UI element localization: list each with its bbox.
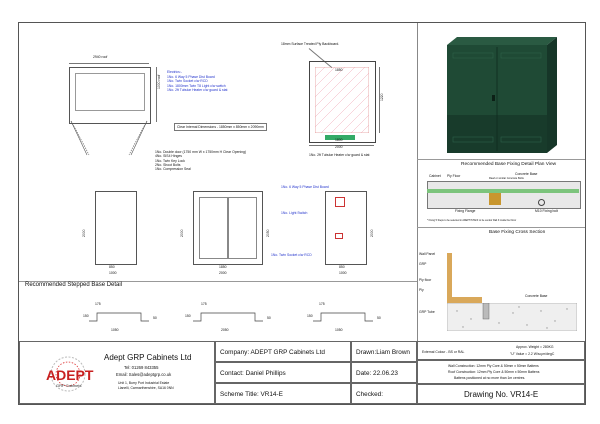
section-height: 1220 [380, 93, 384, 101]
step-top-dim: 175 [319, 302, 325, 306]
electrics-list [167, 70, 228, 93]
adept-logo [42, 356, 94, 394]
section-label: Wall Panel [419, 252, 436, 256]
side-outer-width: 1000 [109, 271, 117, 275]
heater-note: 1No. 2ft Tubular Heater c/w guard & stat [309, 153, 370, 157]
u-value: "U" Value = 2.2 W/sq.m/degC [510, 352, 555, 356]
door-swing-arcs [69, 119, 149, 159]
fixing-label: Rawl or similar Concrete Bolts [489, 177, 524, 180]
step-profile [313, 311, 373, 323]
fixing-flange [489, 193, 501, 205]
side-inner-width: 850 [109, 265, 115, 269]
company-cell [19, 341, 215, 404]
concrete-hatch [447, 303, 577, 331]
plan-inner [75, 73, 145, 111]
electrics-item: 1No. 1800mm Twin T8 Light c/w switch [167, 83, 226, 88]
front-inner-width: 1850 [219, 265, 227, 269]
clear-dims-text: Clear Internal Dimensions - 1850mm x 850mm x 2090mm [177, 125, 264, 129]
checked-field-text: Checked: [356, 391, 383, 398]
fixing-note: * Fixing 5 Steps to be selected in ADEPT/STAFF to be vendor Rail 3 inside the Floor [427, 219, 517, 222]
date-field [351, 362, 417, 383]
company-tel: Tel: 01269 843355 [124, 365, 159, 370]
door-note: 1No. Double door (1750 mm W x 1750mm H Clear Opening) [155, 150, 247, 154]
spec-cell [417, 341, 585, 360]
electrics-item: 1No. 6 Way 5 Phase Dist Board [167, 74, 215, 79]
company-field-text: Company: ADEPT GRP Cabinets Ltd [220, 349, 325, 356]
step-right-dim: 50 [267, 316, 271, 320]
step-profile [193, 311, 263, 323]
base-fixing-title: Recommended Base Fixing Detail Plan View [461, 162, 557, 167]
section-total-width: 2000 [335, 145, 343, 149]
backboard-hatch [315, 67, 369, 133]
right-door-leaf [227, 197, 257, 259]
section-label: Concrete Base [525, 294, 548, 298]
drawn-field [351, 341, 417, 362]
section-label: Ply [419, 288, 424, 292]
twin-socket-label: 1No. Twin Socket c/w RCD [271, 253, 312, 257]
step-profile [89, 311, 149, 323]
external-colour: External Colour - BS or RAL [422, 350, 465, 354]
fixing-label: Ply Floor [447, 174, 461, 178]
electrics-title: Electrics:- [167, 70, 182, 74]
section-label: GRP [419, 262, 427, 266]
left-door-leaf [199, 197, 229, 259]
ply-floor [427, 189, 579, 193]
contact-field [215, 362, 351, 383]
step-top-dim: 175 [95, 302, 101, 306]
cross-section-title: Base Fixing Cross Section [489, 230, 546, 235]
concrete-base [427, 181, 581, 209]
date-field-text: Date: 22.06.23 [356, 370, 398, 377]
drawn-field-text: Drawn:Liam Brown [356, 349, 410, 356]
construction-line: Battens positioned at no more than 1m centres. [454, 376, 526, 380]
dist-board-mark [335, 197, 345, 207]
dist-board-label: 1No. 6 Way 5 Phase Dist Board [281, 185, 329, 189]
front-outer-width: 2000 [219, 271, 227, 275]
door-note: 4No. SIS4 Hinges [155, 154, 182, 159]
side-elevation-outline [95, 191, 137, 265]
electrics-item: 1No. 2ft Tubular Heater c/w guard & stat [167, 88, 228, 93]
construction-cell [417, 360, 585, 384]
section-outer-width: 1800 [335, 138, 343, 142]
fixing-label: M10 Fixing bolt [535, 209, 558, 213]
company-name: Adept GRP Cabinets Ltd [104, 353, 192, 362]
logo-wordmark: ADEPT [46, 367, 94, 383]
side-height: 2000 [82, 229, 86, 237]
approx-weight: Approx. Weight = 280KG [516, 345, 554, 349]
backboard-note: 18mm Surface Treated Ply Backboard. [281, 42, 340, 46]
fixing-bolt [538, 199, 545, 206]
plan-width-dim: 2940 roof [93, 55, 108, 59]
light-switch-label: 1No. Light Switch [281, 211, 308, 215]
step-width-dim: 2050 [221, 328, 229, 332]
construction-line: Roof Construction: 12mm Ply Core & 50mm x 50mm Battens [448, 370, 540, 374]
section-label: Ply floor [419, 278, 432, 282]
company-address: Unit 1, Burry Port Industrial Estate [118, 381, 170, 385]
door-note: 1No. Twin Key Lock [155, 158, 185, 163]
plan-depth-dim: 1000 roof [157, 74, 161, 89]
drawing-sheet [18, 22, 586, 405]
right-inner-width: 850 [339, 265, 345, 269]
company-email: Email: Sales@adeptgrp.co.uk [116, 372, 172, 377]
right-outer-width: 1000 [339, 271, 347, 275]
step-side-dim: 150 [83, 314, 89, 318]
door-note: 2No. Shoot Bolts [155, 162, 181, 167]
stepped-base-title: Recommended Stepped Base Detail [25, 282, 123, 288]
drawing-number: Drawing No. VR14-E [464, 390, 539, 399]
clear-dims-box [174, 123, 267, 131]
front-height: 2000 [180, 229, 184, 237]
scheme-field-text: Scheme Title: VR14-E [220, 391, 283, 398]
checked-field [351, 383, 417, 404]
step-width-dim: 1050 [111, 328, 119, 332]
step-top-dim: 175 [201, 302, 207, 306]
fixing-label: Cabinet [429, 174, 441, 178]
contact-field-text: Contact: Daniel Phillips [220, 370, 286, 377]
fixing-label: Fixing Flange [455, 209, 476, 213]
wall-panel [447, 253, 452, 303]
front-height-2: 2050 [266, 229, 270, 237]
step-width-dim: 1050 [335, 328, 343, 332]
logo-subtitle: GRP Cabinets [56, 383, 82, 388]
step-side-dim: 150 [307, 314, 313, 318]
fixing-label: Concrete Base [515, 172, 538, 176]
electrics-item: 1No. Twin Socket c/w RCD [167, 79, 208, 84]
section-label: GRP Tube [419, 310, 435, 314]
step-right-dim: 50 [377, 316, 381, 320]
step-right-dim: 50 [153, 316, 157, 320]
door-notes [155, 150, 246, 171]
company-address: Llanelli, Carmarthenshire, SA16 0NN [118, 386, 174, 390]
socket-mark [335, 233, 343, 239]
cabinet-image [429, 33, 569, 157]
door-note: 1No. Compression Seal [155, 167, 191, 172]
section-inner-width: 1850 [335, 68, 343, 72]
company-field [215, 341, 351, 362]
right-height: 2000 [370, 229, 374, 237]
drawing-no-cell [417, 384, 585, 404]
construction-line: Wall Construction: 12mm Ply Core & 50mm x 50mm Battens [448, 364, 539, 368]
right-elevation-outline [325, 191, 367, 265]
scheme-field [215, 383, 351, 404]
step-side-dim: 150 [185, 314, 191, 318]
